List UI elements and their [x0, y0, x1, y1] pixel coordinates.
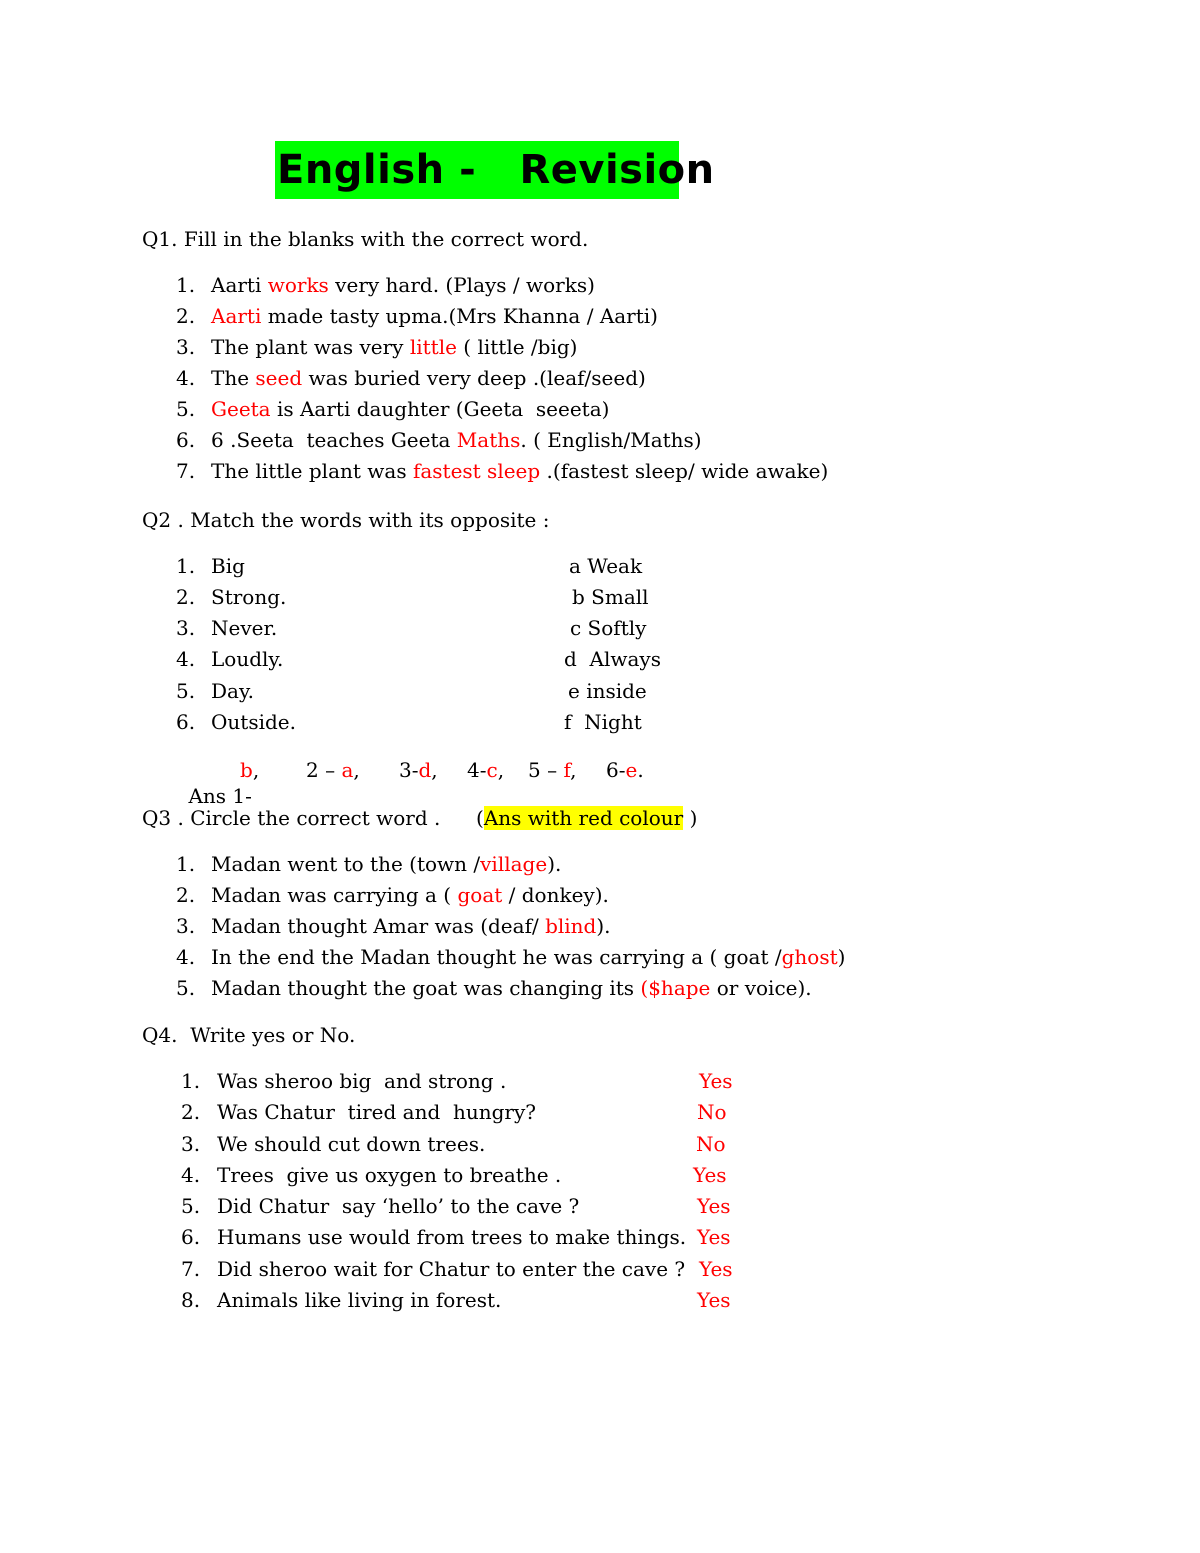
q2-heading: Q2 . Match the words with its opposite : [142, 508, 550, 532]
q2-left-word: Outside. [211, 710, 296, 734]
q2-answer-label: Ans 1- [188, 784, 252, 808]
q2-answer-suffix: , [353, 758, 360, 782]
q4-item-answer: Yes [697, 1225, 731, 1249]
q2-left-word: Day. [211, 679, 254, 703]
q1-item-text: The [211, 366, 256, 390]
q4-item-text: Was sheroo big and strong . [217, 1069, 507, 1093]
q3-note: (Ans with red colour ) [476, 806, 698, 830]
q2-answer-prefix: 5 – [528, 758, 564, 782]
q1-item [211, 334, 577, 360]
q3-item-answer: blind [545, 914, 597, 938]
q4-item-answer: Yes [697, 1194, 731, 1218]
q3-item-answer: goat [457, 883, 503, 907]
q4-item-text: Humans use would from trees to make things. [217, 1225, 687, 1249]
q1-item [211, 458, 828, 484]
q2-answer-item [467, 757, 504, 783]
q1-item-answer: little [409, 335, 457, 359]
q1-item-number: 4. [176, 366, 196, 390]
q3-item [211, 975, 812, 1001]
q1-item-text: ( little /big) [456, 335, 578, 359]
q4-item-answer: No [696, 1132, 726, 1156]
q4-item-text: Was Chatur tired and hungry? [217, 1100, 537, 1124]
q2-answer-item [606, 757, 644, 783]
q1-item-text: Aarti [211, 273, 268, 297]
q4-item-number: 4. [181, 1163, 201, 1187]
q1-item-answer: seed [255, 366, 303, 390]
q3-item-text: ). [596, 914, 611, 938]
q2-right-word: d Always [564, 647, 661, 671]
q2-answer-value: b [240, 758, 253, 782]
q3-item [211, 944, 845, 970]
q2-answer-item [306, 757, 360, 783]
q1-item [211, 272, 595, 298]
q3-item-text: In the end the Madan thought he was carrying a ( goat / [211, 945, 782, 969]
q2-item-number: 1. [176, 554, 196, 578]
q1-item-answer: fastest sleep [412, 459, 541, 483]
q1-item-number: 2. [176, 304, 196, 328]
q2-item-number: 4. [176, 647, 196, 671]
q2-answer-suffix: , [497, 758, 505, 782]
q4-item-text: Did sheroo wait for Chatur to enter the cave ? [217, 1257, 686, 1281]
q1-item-answer: Geeta [211, 397, 271, 421]
q1-item-answer: Aarti [211, 304, 262, 328]
q2-answer-item [528, 757, 577, 783]
q4-item-number: 2. [181, 1100, 201, 1124]
q1-item [211, 303, 658, 329]
q2-answer-value: c [486, 758, 498, 782]
q3-item-answer: ghost [781, 945, 838, 969]
q1-heading: Q1. Fill in the blanks with the correct word. [142, 227, 589, 251]
q3-item [211, 851, 561, 877]
q1-item-text: was buried very deep .(leaf/seed) [302, 366, 646, 390]
q4-item-text: Did Chatur say ‘hello’ to the cave ? [217, 1194, 580, 1218]
q2-answer-suffix: , [431, 758, 438, 782]
q2-left-word: Big [211, 554, 245, 578]
q3-item-number: 4. [176, 945, 196, 969]
q4-item-number: 8. [181, 1288, 201, 1312]
q2-answer-suffix: , [570, 758, 577, 782]
q1-item-answer: works [267, 273, 329, 297]
q3-item-number: 2. [176, 883, 196, 907]
q3-item-text: or voice). [710, 976, 812, 1000]
q1-item [211, 427, 702, 453]
q1-item-number: 1. [176, 273, 196, 297]
q1-item-text: .(fastest sleep/ wide awake) [540, 459, 829, 483]
q2-right-word: c Softly [570, 616, 647, 640]
q1-item [211, 396, 609, 422]
q4-item-answer: Yes [697, 1288, 731, 1312]
q2-left-word: Loudly. [211, 647, 284, 671]
q4-item-text: We should cut down trees. [217, 1132, 486, 1156]
q1-item-answer: Maths [456, 428, 521, 452]
q2-answer-item [240, 757, 259, 783]
q1-item-text: 6 .Seeta teaches Geeta [211, 428, 457, 452]
q4-item-answer: Yes [699, 1069, 733, 1093]
q3-item-text: Madan went to the (town / [211, 852, 481, 876]
q1-item-text: The plant was very [211, 335, 410, 359]
q3-item-text: Madan thought Amar was (deaf/ [211, 914, 546, 938]
q3-note-highlight: Ans with red colour [483, 806, 684, 830]
q2-item-number: 3. [176, 616, 196, 640]
q3-item-number: 5. [176, 976, 196, 1000]
q3-item-answer: ($hape [640, 976, 711, 1000]
q4-item-number: 6. [181, 1225, 201, 1249]
q1-item-text: The little plant was [211, 459, 413, 483]
q3-item-text: ). [547, 852, 562, 876]
q3-item-text: ) [837, 945, 846, 969]
q4-item-answer: Yes [699, 1257, 733, 1281]
q2-answer-value: a [341, 758, 354, 782]
q3-item-text: / donkey). [502, 883, 609, 907]
q1-item-number: 5. [176, 397, 196, 421]
q2-left-word: Strong. [211, 585, 287, 609]
q2-right-word: a Weak [569, 554, 643, 578]
q2-answer-item [399, 757, 438, 783]
q2-item-number: 6. [176, 710, 196, 734]
q4-item-text: Animals like living in forest. [217, 1288, 502, 1312]
page-title: English - Revision [275, 141, 679, 199]
q3-item-answer: village [480, 852, 548, 876]
q1-item-text: is Aarti daughter (Geeta seeeta) [270, 397, 610, 421]
q4-item-answer: Yes [693, 1163, 727, 1187]
q2-answer-suffix: . [637, 758, 644, 782]
q1-item-number: 6. [176, 428, 196, 452]
q3-item [211, 882, 609, 908]
q2-item-number: 2. [176, 585, 196, 609]
q1-item-number: 3. [176, 335, 196, 359]
q2-right-word: b Small [572, 585, 649, 609]
q2-answer-prefix: 3- [399, 758, 419, 782]
q3-item-text: Madan thought the goat was changing its [211, 976, 641, 1000]
q2-answer-prefix: 4- [467, 758, 487, 782]
q3-heading: Q3 . Circle the correct word . [142, 806, 441, 830]
q4-item-answer: No [697, 1100, 727, 1124]
q1-item-text: made tasty upma.(Mrs Khanna / Aarti) [261, 304, 658, 328]
q2-answer-value: e [625, 758, 638, 782]
q4-item-number: 3. [181, 1132, 201, 1156]
q3-item [211, 913, 611, 939]
q2-answer-value: f [563, 758, 571, 782]
q4-item-number: 1. [181, 1069, 201, 1093]
q2-right-word: e inside [568, 679, 647, 703]
q2-right-word: f Night [564, 710, 642, 734]
q1-item-text: very hard. (Plays / works) [328, 273, 595, 297]
q2-item-number: 5. [176, 679, 196, 703]
q1-item-number: 7. [176, 459, 196, 483]
q1-item [211, 365, 646, 391]
q2-answer-suffix: , [252, 758, 260, 782]
q3-item-text: Madan was carrying a ( [211, 883, 458, 907]
q3-item-number: 1. [176, 852, 196, 876]
q2-left-word: Never. [211, 616, 278, 640]
q2-answer-prefix: 6- [606, 758, 626, 782]
q3-item-number: 3. [176, 914, 196, 938]
q4-item-number: 5. [181, 1194, 201, 1218]
q2-answer-value: d [418, 758, 432, 782]
q2-answer-prefix: 2 – [306, 758, 342, 782]
q1-item-text: . ( English/Maths) [520, 428, 702, 452]
q4-item-number: 7. [181, 1257, 201, 1281]
q4-item-text: Trees give us oxygen to breathe . [217, 1163, 562, 1187]
q4-heading: Q4. Write yes or No. [142, 1023, 356, 1047]
